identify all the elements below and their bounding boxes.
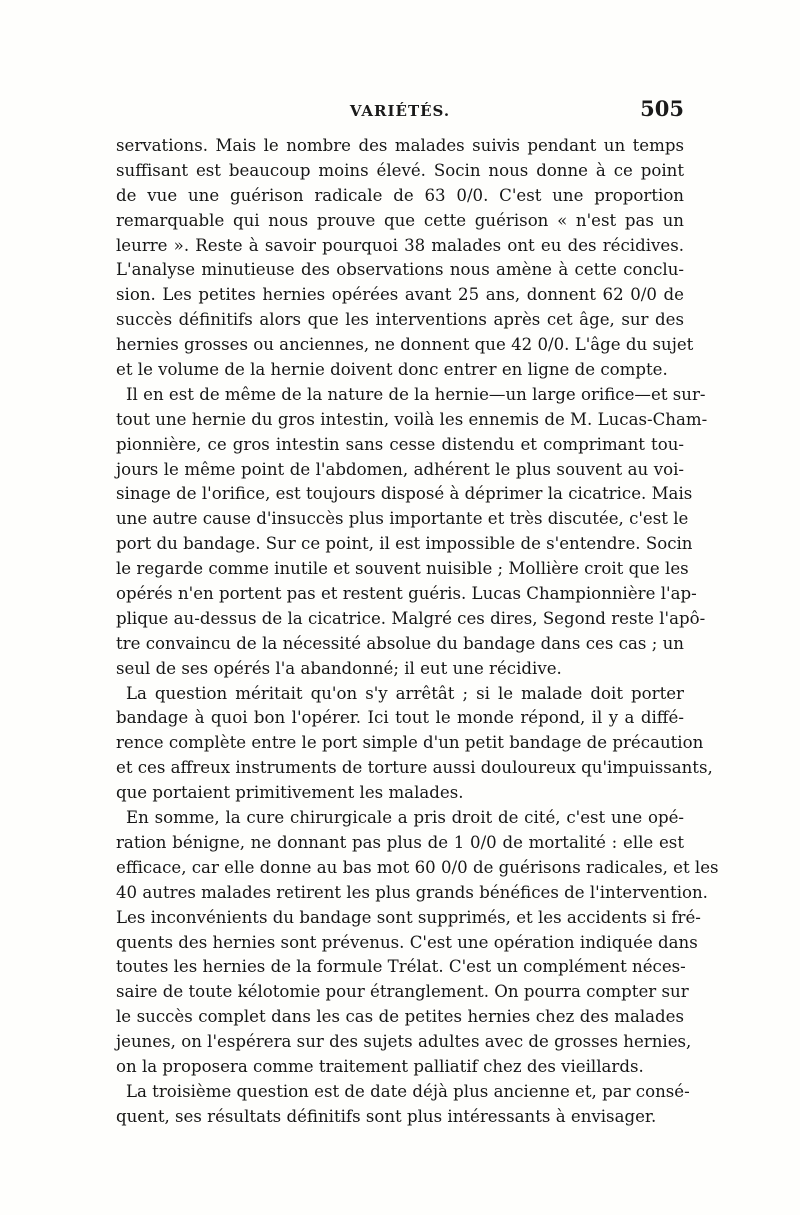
text-line: leurre ». Reste à savoir pourquoi 38 malades ont eu des récidives. [116,235,684,255]
text-line: succès définitifs alors que les interventions après cet âge, sur des [116,310,684,330]
text-line: quents des hernies sont prévenus. C'est une opération indiquée dans [116,932,698,952]
text-line: tout une hernie du gros intestin, voilà les ennemis de M. Lucas-Cham- [116,409,708,429]
text-line: L'analyse minutieuse des observations nous amène à cette conclu- [116,260,684,280]
text-line: plique au-dessus de la cicatrice. Malgré ces dires, Segond reste l'apô- [116,608,706,628]
text-line: La question méritait qu'on s'y arrêtât ; si le malade doit porter [126,683,684,703]
running-title: VARIÉTÉS. [349,102,451,120]
text-line: seul de ses opérés l'a abandonné; il eut une récidive. [116,658,562,678]
text-line: bandage à quoi bon l'opérer. Ici tout le monde répond, il y a diffé- [116,708,684,728]
text-line: Les inconvénients du bandage sont supprimés, et les accidents si fré- [116,907,701,927]
text-line: sinage de l'orifice, est toujours disposé à déprimer la cicatrice. Mais [116,484,693,504]
text-line: on la proposera comme traitement palliatif chez des vieillards. [116,1056,644,1076]
text-line: La troisième question est de date déjà plus ancienne et, par consé- [126,1081,690,1101]
text-line: toutes les hernies de la formule Trélat. C'est un complément néces- [116,957,686,977]
text-line: remarquable qui nous prouve que cette guérison « n'est pas un [116,210,684,230]
text-line: quent, ses résultats définitifs sont plus intéressants à envisager. [116,1106,657,1126]
text-line: que portaient primitivement les malades. [116,783,464,803]
text-line: hernies grosses ou anciennes, ne donnent que 42 0/0. L'âge du sujet [116,335,694,355]
text-line: jeunes, on l'espérera sur des sujets adultes avec de grosses hernies, [116,1032,692,1052]
text-line: Il en est de même de la nature de la hernie—un large orifice—et sur- [126,384,706,404]
text-line: efficace, car elle donne au bas mot 60 0/0 de guérisons radicales, et les [116,857,719,877]
text-line: 40 autres malades retirent les plus grands bénéfices de l'intervention. [116,882,708,902]
running-head [116,96,684,124]
body-text [116,134,719,1130]
text-line: de vue une guérison radicale de 63 0/0. C'est une proportion [116,185,684,205]
text-line: ration bénigne, ne donnant pas plus de 1 0/0 de mortalité : elle est [116,832,684,852]
text-line: jours le même point de l'abdomen, adhérent le plus souvent au voi- [116,459,684,479]
text-line: En somme, la cure chirurgicale a pris droit de cité, c'est une opé- [126,808,684,828]
text-line: pionnière, ce gros intestin sans cesse distendu et comprimant tou- [116,434,684,454]
text-line: port du bandage. Sur ce point, il est impossible de s'entendre. Socin [116,534,693,554]
text-line: saire de toute kélotomie pour étranglement. On pourra compter sur [116,982,689,1002]
text-line: opérés n'en portent pas et restent guéris. Lucas Championnière l'ap- [116,584,697,604]
text-line: servations. Mais le nombre des malades suivis pendant un temps [116,136,684,155]
text-line: le regarde comme inutile et souvent nuisible ; Mollière croit que les [116,559,689,579]
text-line: le succès complet dans les cas de petites hernies chez des malades [116,1007,684,1027]
text-line: une autre cause d'insuccès plus importante et très discutée, c'est le [116,509,689,529]
page-number: 505 [640,96,684,121]
text-line: suffisant est beaucoup moins élevé. Socin nous donne à ce point [116,160,684,180]
text-line: tre convaincu de la nécessité absolue du bandage dans ces cas ; un [116,633,684,653]
text-line: rence complète entre le port simple d'un petit bandage de précaution [116,733,704,753]
text-line: et le volume de la hernie doivent donc entrer en ligne de compte. [116,360,668,380]
text-line: sion. Les petites hernies opérées avant 25 ans, donnent 62 0/0 de [116,285,684,305]
text-line: et ces affreux instruments de torture aussi douloureux qu'impuissants, [116,758,713,778]
